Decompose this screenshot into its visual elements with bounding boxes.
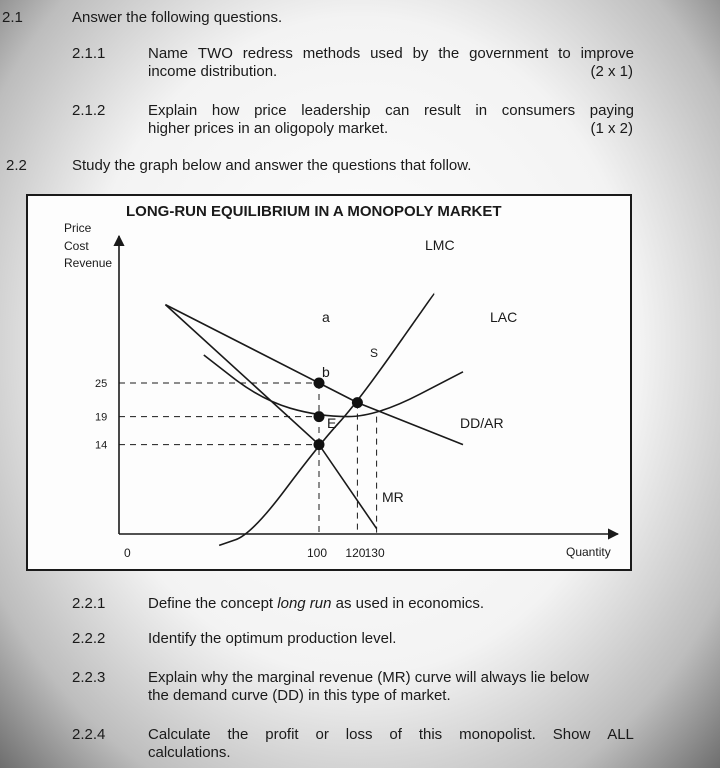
axis-ticks <box>95 378 385 560</box>
question-2-1-2-line1: Explain how price leadership can result in consumers paying <box>148 102 634 119</box>
monopoly-graph <box>28 196 630 569</box>
y-axis-label-revenue: Revenue <box>64 256 113 270</box>
guide-lines <box>119 383 377 534</box>
question-2-1-number: 2.1 <box>2 9 23 26</box>
question-2-1-1-line2: income distribution. <box>148 63 278 80</box>
dd-ar-label: DD/AR <box>460 415 504 431</box>
x-tick-130: 130 <box>364 546 385 560</box>
question-2-2-2-text: Identify the optimum production level. <box>148 630 397 647</box>
graph-title: LONG-RUN EQUILIBRIUM IN A MONOPOLY MARKET <box>126 203 502 220</box>
question-2-1-2-line2: higher prices in an oligopoly market. <box>148 120 389 137</box>
question-2-1-1-number: 2.1.1 <box>72 45 106 62</box>
point-s-marker <box>352 397 363 408</box>
point-a-label: a <box>322 309 330 325</box>
x-tick-120: 120 <box>345 546 366 560</box>
question-2-2-3-line2: the demand curve (DD) in this type of market. <box>148 687 451 704</box>
question-2-1-2-text <box>148 102 634 138</box>
question-2-2-number: 2.2 <box>6 157 27 174</box>
lac-curve <box>204 355 463 417</box>
question-2-2-1-text: Define the concept long run as used in economics. <box>148 595 485 612</box>
question-2-2-3-number: 2.2.3 <box>72 669 106 686</box>
y-axis-label-price: Price <box>64 221 92 235</box>
question-2-1-heading: Answer the following questions. <box>72 9 283 26</box>
x-tick-100: 100 <box>307 546 328 560</box>
question-2-2-3-text <box>148 669 589 705</box>
x-axis-label: Quantity <box>566 545 611 559</box>
y-axis-label-cost: Cost <box>64 239 89 253</box>
question-2-2-4-number: 2.2.4 <box>72 726 106 743</box>
origin-label: 0 <box>124 546 131 560</box>
question-2-1-1-marks: (2 x 1) <box>590 63 633 80</box>
question-2-2-2-number: 2.2.2 <box>72 630 106 647</box>
question-2-1-1-line1: Name TWO redress methods used by the government to improve <box>148 45 634 62</box>
point-b-marker <box>314 411 325 422</box>
point-b-label: b <box>322 364 330 380</box>
y-tick-14: 14 <box>95 439 108 452</box>
question-2-2-3-line1: Explain why the marginal revenue (MR) curve will always lie below <box>148 669 590 686</box>
point-e-label: E <box>327 415 337 431</box>
equilibrium-points <box>314 378 363 451</box>
question-2-2-4-text <box>148 726 634 762</box>
point-e-marker <box>314 439 325 450</box>
y-tick-19: 19 <box>95 411 108 424</box>
lmc-label: LMC <box>425 237 455 253</box>
point-s-label: S <box>370 346 379 360</box>
question-2-2-heading: Study the graph below and answer the questions that follow. <box>72 157 472 174</box>
question-2-1-2-marks: (1 x 2) <box>590 120 633 137</box>
question-2-2-4-line1: Calculate the profit or loss of this monopolist. Show ALL <box>148 726 634 743</box>
dd-ar-curve <box>165 305 463 445</box>
question-2-1-2-number: 2.1.2 <box>72 102 106 119</box>
question-2-2-4-line2: calculations. <box>148 744 231 761</box>
mr-label: MR <box>382 489 404 505</box>
question-2-2-1-number: 2.2.1 <box>72 595 106 612</box>
lac-label: LAC <box>490 309 518 325</box>
question-2-1-1-text <box>148 45 634 81</box>
curves <box>165 293 463 545</box>
y-tick-25: 25 <box>95 378 108 390</box>
graph-frame <box>26 194 632 571</box>
